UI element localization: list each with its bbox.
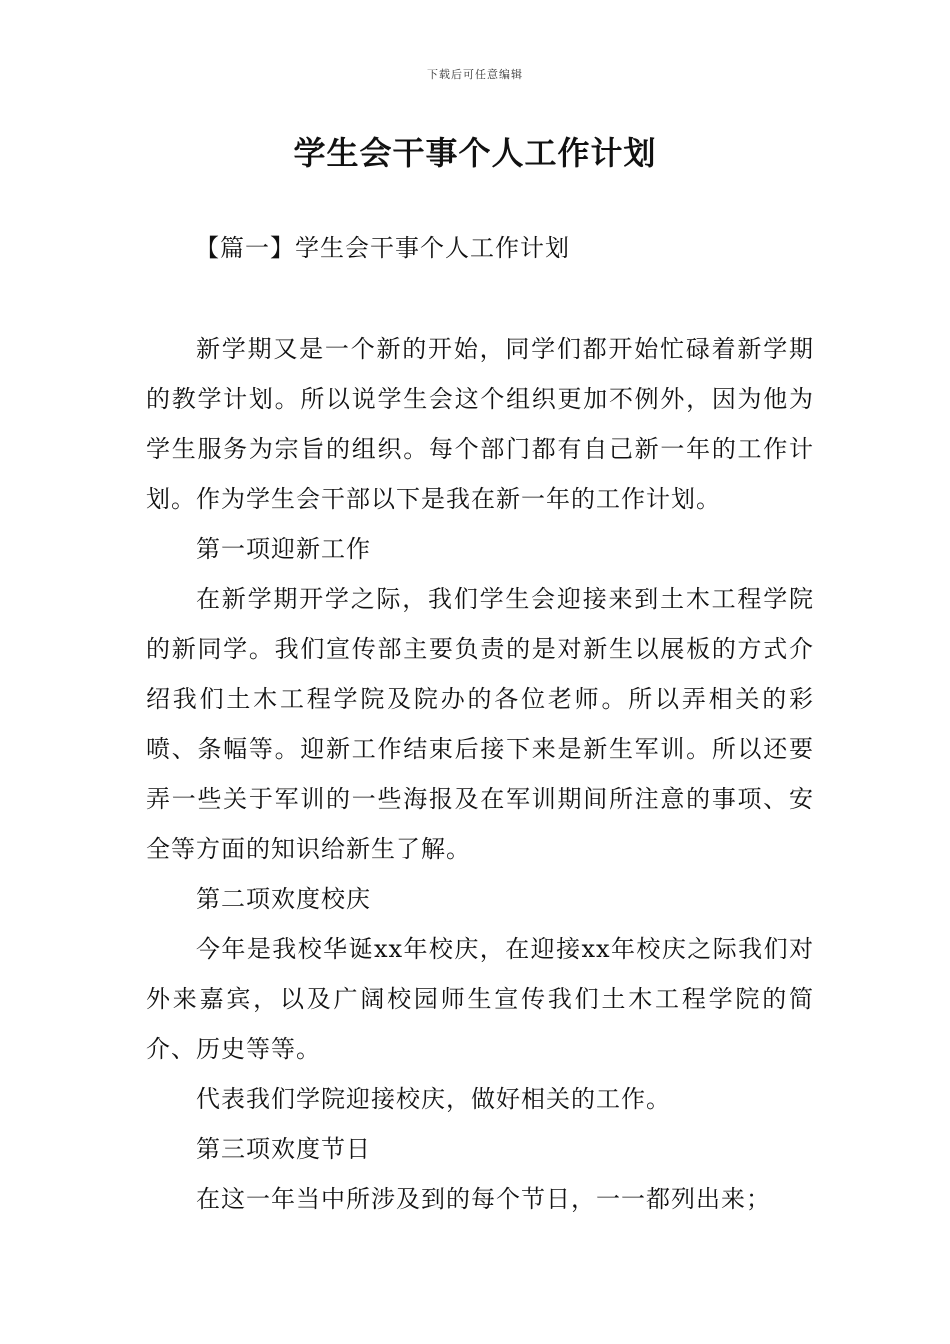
paragraph: 在这一年当中所涉及到的每个节日，一一都列出来； (196, 1185, 771, 1213)
paragraph: 第三项欢度节日 (196, 1135, 371, 1163)
paragraph: 今年是我校华诞xx年校庆，在迎接xx年校庆之际我们对外来嘉宾，以及广阔校园师生宣传我们土木工程学院的简介、历史等等。 (146, 935, 814, 1063)
paragraph: 第二项欢度校庆 (196, 885, 371, 913)
paragraph: 第一项迎新工作 (196, 535, 371, 563)
paragraph: 新学期又是一个新的开始，同学们都开始忙碌着新学期的教学计划。所以说学生会这个组织更加不例外，因为他为学生服务为宗旨的组织。每个部门都有自己新一年的工作计划。作为学生会干部以下是我在新一年的工作计划。 (146, 335, 814, 513)
header-note: 下载后可任意编辑 (427, 68, 523, 81)
paragraph: 代表我们学院迎接校庆，做好相关的工作。 (196, 1085, 671, 1113)
body-text (146, 324, 814, 1224)
section-heading: 【篇一】学生会干事个人工作计划 (195, 234, 570, 262)
paragraph: 在新学期开学之际，我们学生会迎接来到土木工程学院的新同学。我们宣传部主要负责的是对新生以展板的方式介绍我们土木工程学院及院办的各位老师。所以弄相关的彩喷、条幅等。迎新工作结束后接下来是新生军训。所以还要弄一些关于军训的一些海报及在军训期间所注意的事项、安全等方面的知识给新生了解。 (146, 585, 814, 863)
document-title: 学生会干事个人工作计划 (293, 134, 657, 172)
